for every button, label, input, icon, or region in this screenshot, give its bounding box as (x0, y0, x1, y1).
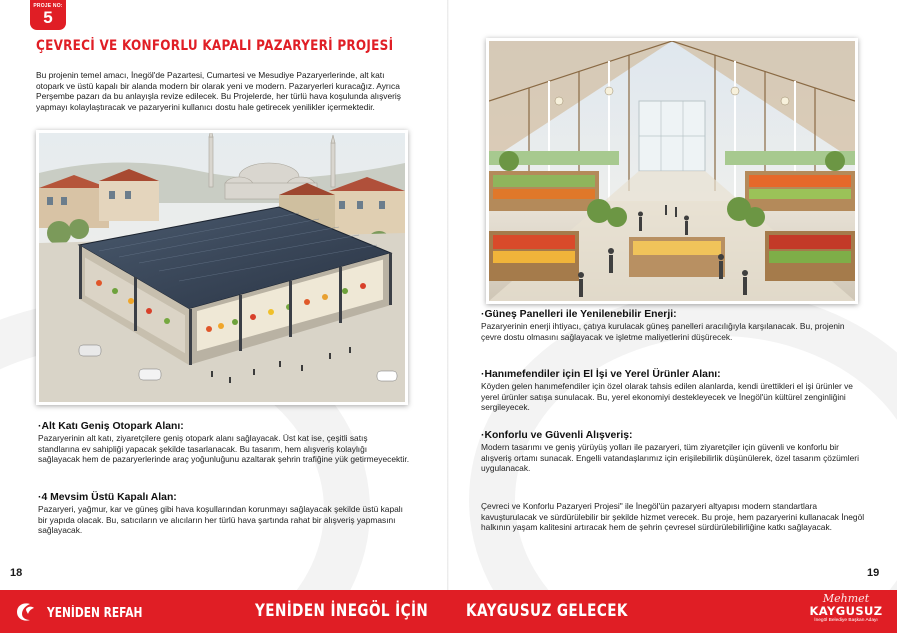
section-handicraft-text: Köyden gelen hanımefendiler için özel olarak tahsis edilen alanlarda, kendi ürettikleri el işi ürünler ve yerel ürünler satışa sunulacak. Bu, yerel ekonomiyi destekleyecek ve İnegöl'ün kültürel zenginliğini sergileyecek. (481, 381, 853, 413)
candidate-surname: KAYGUSUZ (809, 604, 883, 618)
section-covered-title: ·4 Mevsim Üstü Kapalı Alan: (38, 492, 177, 503)
right-page (449, 0, 897, 590)
footer-banner (0, 590, 897, 633)
rose-flag-icon (14, 600, 36, 626)
section-covered (38, 492, 410, 536)
party-brand (14, 600, 163, 626)
page-number-left: 18 (10, 567, 23, 579)
section-handicraft-title: ·Hanımefendiler için El İşi ve Yerel Ürünler Alanı: (481, 369, 721, 380)
market-exterior-photo (36, 130, 408, 405)
section-comfort-title: ·Konforlu ve Güvenli Alışveriş: (481, 430, 633, 441)
slogan-part-2: KAYGUSUZ GELECEK (466, 601, 628, 621)
section-comfort (481, 430, 866, 474)
section-parking-title: ·Alt Katı Geniş Otopark Alanı: (38, 421, 184, 432)
slogan-part-1: YENİDEN İNEGÖL İÇİN (255, 601, 429, 621)
left-page (0, 0, 448, 590)
section-solar-text: Pazaryerinin enerji ihtiyacı, çatıya kurulacak güneş panelleri aracılığıyla karşılanacak. Bu, projenin çevre dostu olmasını sağlayacak ve işletme maliyetlerini düşürecek. (481, 321, 845, 342)
intro-paragraph: Bu projenin temel amacı, İnegöl'de Pazartesi, Cumartesi ve Mesudiye Pazaryerlerinde, alt katı otopark ve üstü kapalı bir alanda modern bir olarak yeni ve modern. Pazaryerleri kuracağız. Ayrıca Perşembe pazarı da bu anlayışla revize edilecek. Bu Projelerde, her türlü hava koşulunda alışveriş yapmayı kolaylaştıracak ve pazaryerini kullanıcı dostu hale getirecek yenilikler içermektedir. (36, 70, 401, 112)
candidate-subtitle: İnegöl Belediye Başkan Adayı (814, 618, 878, 623)
project-number-badge (30, 0, 66, 30)
page-title: ÇEVRECİ VE KONFORLU KAPALI PAZARYERİ PROJESİ (36, 38, 394, 54)
project-number-label: PROJE NO: (33, 3, 63, 9)
brand-name: YENİDEN REFAH (46, 605, 142, 621)
section-solar (481, 309, 866, 342)
section-comfort-text: Modern tasarımı ve geniş yürüyüş yolları ile pazaryeri, tüm ziyaretçiler için güvenli ve konforlu bir alışveriş ortamı sunacak. Engelli vatandaşlarımız için erişilebilirlik düşünülerek, özel tasarım çözümleri uygulanacak. (481, 442, 859, 474)
signature-script: Mehmet (822, 592, 870, 605)
section-parking (38, 421, 410, 465)
section-solar-title: ·Güneş Panelleri ile Yenilenebilir Enerji: (481, 309, 677, 320)
market-interior-photo (486, 38, 858, 304)
section-parking-text: Pazaryerinin alt katı, ziyaretçilere geniş otopark alanı sağlayacak. Üst kat ise, çeşitli satış standlarına ev sahipliği yapacak şekilde tasarlanacak. Bu tasarım, hem alışveriş kolaylığı sağlayacak hem de pazaryerlerinde araç yoğunluğunu azaltarak şehrin trafiğine yük getirmeyecektir. (38, 433, 410, 465)
project-number: 5 (43, 8, 53, 27)
section-covered-text: Pazaryeri, yağmur, kar ve güneş gibi hava koşullarından korunmayı sağlayacak şekilde üstü kapalı bir yapıda olacak. Bu, satıcıların ve alıcıların her türlü hava şartında rahat bir alışveriş yapmasını sağlayacak. (38, 504, 403, 536)
page-number-right: 19 (867, 567, 880, 579)
closing-text: Çevreci ve Konforlu Pazaryeri Projesi" ile İnegöl'ün pazaryeri altyapısı modern standartlara kavuşturulacak ve sürdürülebilir bir şekilde hizmet verecek. Bu proje, hem pazaryerini kullanacak İnegöl halkının yaşam kalitesini artıracak hem de şehrin çevresel sürdürülebilirliğine katkı sağlayacak. (481, 501, 865, 533)
closing-paragraph (481, 501, 866, 533)
candidate-signature (800, 593, 892, 631)
section-handicraft (481, 369, 866, 413)
